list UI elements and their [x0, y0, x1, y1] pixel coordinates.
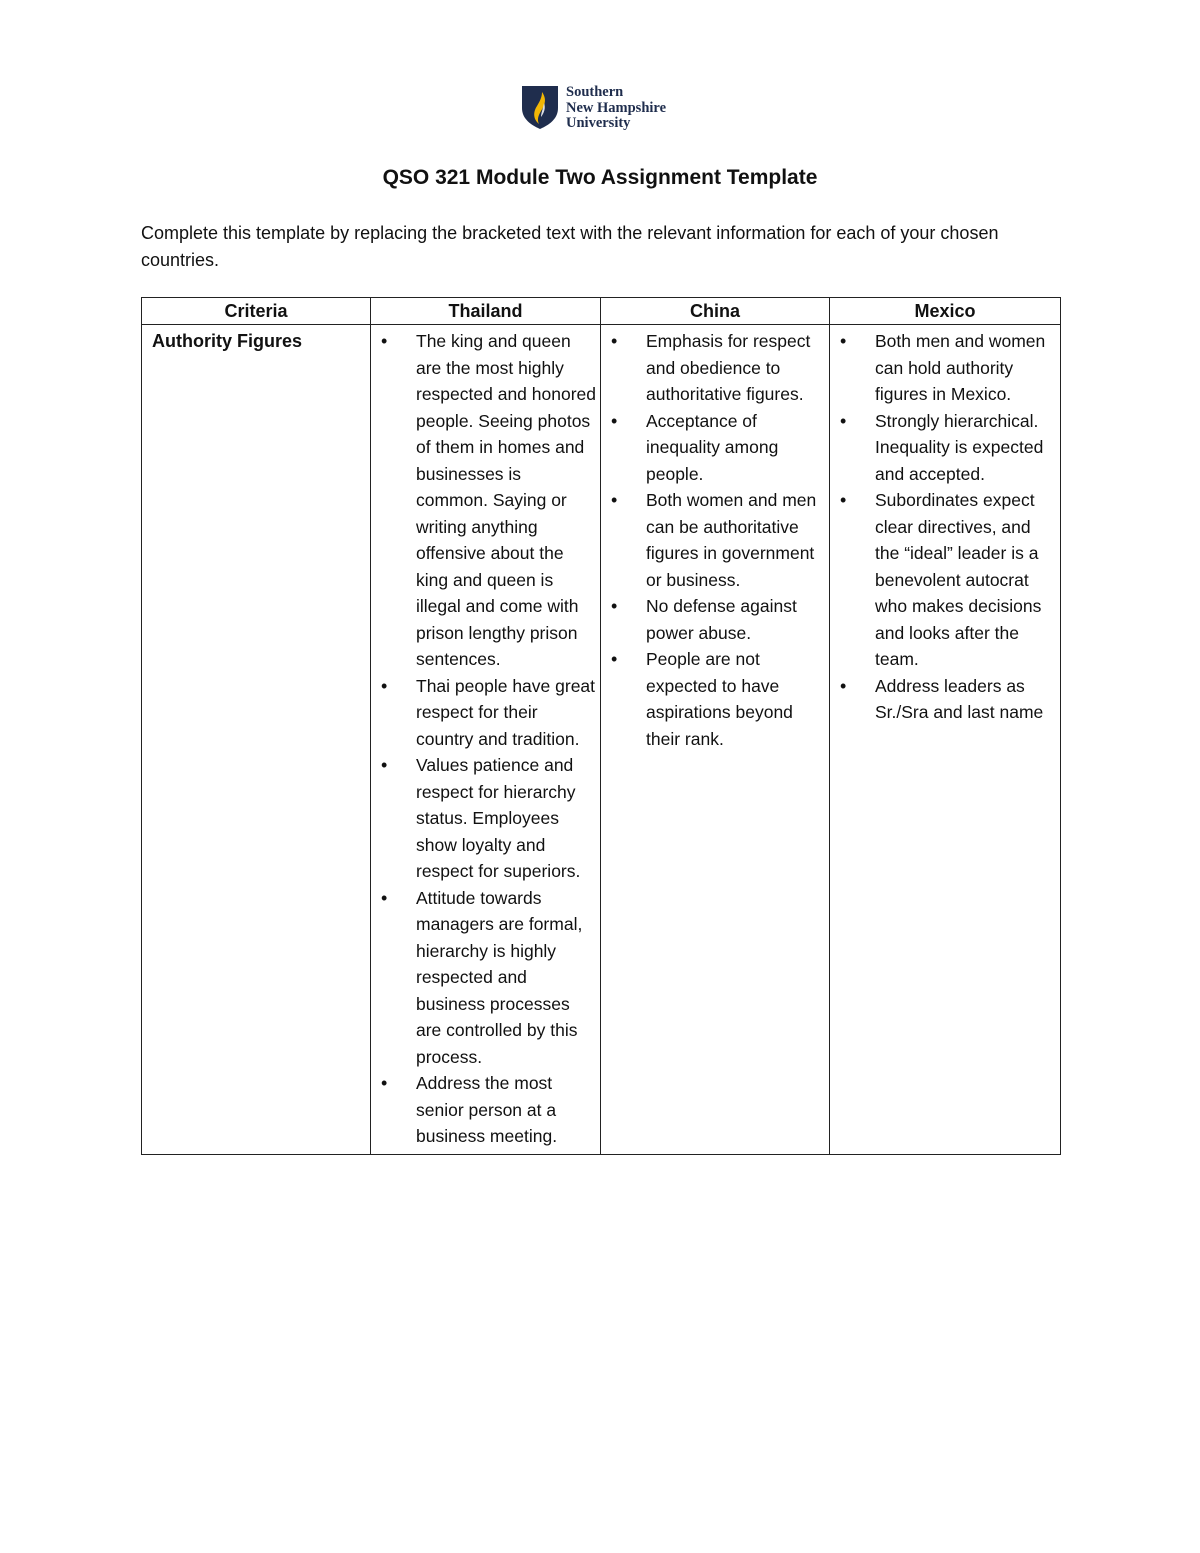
list-item: • Attitude towards managers are formal, hierarchy is highly respected and business processes are controlled by this process.	[381, 885, 596, 1071]
mexico-cell	[830, 325, 1061, 1155]
thailand-bullet-list	[381, 328, 596, 1150]
list-item: • Thai people have great respect for their country and tradition.	[381, 673, 596, 753]
table-row	[142, 325, 1061, 1155]
china-bullet-list	[611, 328, 825, 752]
logo-line-3: University	[566, 115, 631, 131]
china-cell	[601, 325, 830, 1155]
list-item: • Both women and men can be authoritative figures in government or business.	[611, 487, 825, 593]
header-china: China	[601, 298, 830, 325]
header-mexico: Mexico	[830, 298, 1061, 325]
list-item: • People are not expected to have aspirations beyond their rank.	[611, 646, 825, 752]
criteria-table	[141, 297, 1061, 1155]
list-item: • Address leaders as Sr./Sra and last name	[840, 673, 1056, 726]
mexico-bullet-list	[840, 328, 1056, 726]
list-item: • Address the most senior person at a business meeting.	[381, 1070, 596, 1150]
logo-line-2: New Hampshire	[566, 99, 667, 116]
header-thailand: Thailand	[371, 298, 601, 325]
list-item: • No defense against power abuse.	[611, 593, 825, 646]
list-item: • Subordinates expect clear directives, and the “ideal” leader is a benevolent autocrat who makes decisions and looks after the team.	[840, 487, 1056, 673]
header-criteria: Criteria	[142, 298, 371, 325]
list-item: • Strongly hierarchical. Inequality is expected and accepted.	[840, 408, 1056, 488]
list-item: • Acceptance of inequality among people.	[611, 408, 825, 488]
list-item: • Values patience and respect for hierarchy status. Employees show loyalty and respect for superiors.	[381, 752, 596, 885]
list-item: • The king and queen are the most highly respected and honored people. Seeing photos of them in homes and businesses is common. Saying or writing anything offensive about the king and queen is illegal and come with prison lengthy prison sentences.	[381, 328, 596, 673]
criteria-label: Authority Figures	[152, 331, 303, 351]
logo-wordmark	[566, 84, 666, 132]
university-logo	[520, 84, 666, 132]
shield-flame-icon	[520, 84, 560, 130]
table-header-row	[142, 298, 1061, 325]
criteria-cell	[142, 325, 371, 1155]
list-item: • Both men and women can hold authority figures in Mexico.	[840, 328, 1056, 408]
list-item: • Emphasis for respect and obedience to authoritative figures.	[611, 328, 825, 408]
document-title: QSO 321 Module Two Assignment Template	[382, 166, 818, 189]
instructions-text: Complete this template by replacing the bracketed text with the relevant information for each of your chosen countries.	[141, 223, 999, 270]
logo-line-1: Southern	[566, 84, 624, 100]
thailand-cell	[371, 325, 601, 1155]
